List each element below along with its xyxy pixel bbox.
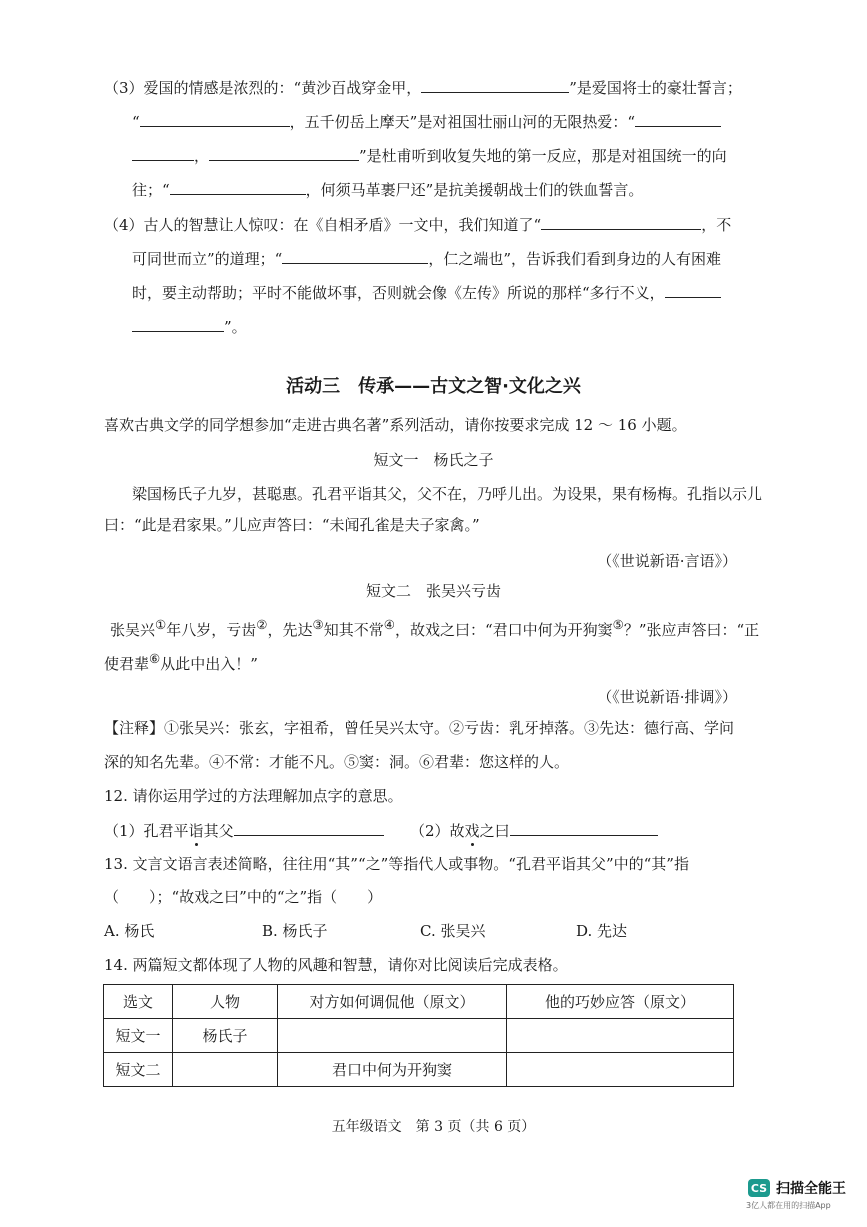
table-cell-answer[interactable]: [507, 1053, 734, 1087]
footnote-2: ②: [256, 617, 268, 632]
footnote-3: ③: [312, 617, 324, 632]
q13-option-b[interactable]: B. 杨氏子: [262, 922, 328, 940]
q4-line1: （4）古人的智慧让人惊叹：在《自相矛盾》一文中，我们知道了“ ，不: [104, 213, 731, 236]
table-cell-answer[interactable]: [507, 1019, 734, 1053]
camscanner-logo-icon: CS: [748, 1179, 770, 1197]
text2-line1: 张吴兴①年八岁，亏齿②，先达③知其不常④，故戏之曰：“君口中何为开狗窦⑤？”张应声答曰：“正: [110, 617, 760, 639]
table-row: [104, 1019, 734, 1053]
emphasis-dot-char: 诣: [188, 822, 204, 840]
table-header: 对方如何调侃他（原文）: [278, 985, 507, 1019]
text1-title: 短文一 杨氏之子: [373, 451, 494, 469]
watermark-name: 扫描全能王: [776, 1181, 846, 1197]
footnote-6: ⑥: [149, 651, 161, 666]
q14-stem: 14. 两篇短文都体现了人物的风趣和智慧，请你对比阅读后完成表格。: [104, 956, 568, 974]
text2-title: 短文二 张吴兴亏齿: [365, 582, 501, 600]
table-row: [104, 1053, 734, 1087]
q3-blank-5[interactable]: [209, 144, 359, 161]
notes-line1: 【注释】①张吴兴：张玄，字祖希，曾任吴兴太守。②亏齿：乳牙掉落。③先达：德行高、学问: [104, 719, 735, 737]
table-cell: 杨氏子: [173, 1019, 278, 1053]
text2-line2: 使君辈⑥从此中出入！”: [104, 651, 258, 673]
q4-blank-4[interactable]: [132, 315, 224, 332]
q12-blank-2[interactable]: [510, 819, 658, 836]
q3-blank-4[interactable]: [132, 144, 194, 161]
page-footer: 五年级语文 第 3 页（共 6 页）: [331, 1119, 536, 1135]
q13-option-d[interactable]: D. 先达: [576, 922, 628, 940]
footnote-5: ⑤: [612, 617, 624, 632]
text1-line1: 梁国杨氏子九岁，甚聪惠。孔君平诣其父，父不在，乃呼儿出。为设果，果有杨梅。孔指以示儿: [132, 485, 763, 503]
q13-option-a[interactable]: A. 杨氏: [104, 922, 155, 940]
q13-option-c[interactable]: C. 张吴兴: [420, 922, 486, 940]
text1-line2: 曰：“此是君家果。”儿应声答曰：“未闻孔雀是夫子家禽。”: [104, 516, 480, 534]
q12-blank-1[interactable]: [234, 819, 384, 836]
q3-line3: ， ”是杜甫听到收复失地的第一反应，那是对祖国统一的向: [132, 144, 727, 167]
q3-line4: 往；“ ，何须马革裹尸还”是抗美援朝战士们的铁血誓言。: [132, 178, 643, 201]
q4-line3: 时，要主动帮助；平时不能做坏事，否则就会像《左传》所说的那样“多行不义，: [132, 281, 721, 304]
scanner-watermark: [748, 1178, 846, 1198]
footnote-4: ④: [383, 617, 395, 632]
text2-source: （《世说新语·排调》）: [597, 688, 737, 706]
q3-blank-3[interactable]: [635, 110, 721, 127]
notes-line2: 深的知名先辈。④不常：才能不凡。⑤窦：洞。⑥君辈：您这样的人。: [104, 753, 570, 771]
section-title: 活动三 传承——古文之智·文化之兴: [286, 376, 581, 397]
table-header-row: [104, 985, 734, 1019]
table-cell: 短文一: [104, 1019, 173, 1053]
q3-line2: “ ，五千仞岳上摩天”是对祖国壮丽山河的无限热爱：“: [132, 110, 721, 133]
q4-blank-2[interactable]: [282, 247, 428, 264]
comparison-table: [103, 984, 734, 1087]
table-cell: 短文二: [104, 1053, 173, 1087]
table-cell-answer[interactable]: [278, 1019, 507, 1053]
table-cell: 君口中何为开狗窦: [278, 1053, 507, 1087]
emphasis-dot-char: 戏: [464, 822, 480, 840]
q3-blank-6[interactable]: [170, 178, 306, 195]
q4-blank-3[interactable]: [665, 281, 721, 298]
table-header: 选文: [104, 985, 173, 1019]
q4-line2: 可同世而立”的道理；“ ，仁之端也”，告诉我们看到身边的人有困难: [132, 247, 721, 270]
q12-stem: 12. 请你运用学过的方法理解加点字的意思。: [104, 787, 403, 805]
q13-line1: 13. 文言文语言表述简略，往往用“其”“之”等指代人或事物。“孔君平诣其父”中的“其”指: [104, 855, 689, 873]
section-intro: 喜欢古典文学的同学想参加“走进古典名著”系列活动，请你按要求完成 12 ～ 16 小题。: [104, 416, 687, 434]
q12-item1: （1）孔君平诣其父: [104, 819, 384, 842]
q4-line4: ”。: [132, 315, 247, 338]
q13-line2: （ ）；“故戏之曰”中的“之”指（ ）: [104, 888, 383, 906]
footnote-1: ①: [155, 617, 167, 632]
q12-item2: （2）故戏之曰: [410, 819, 658, 842]
q3-blank-2[interactable]: [140, 110, 290, 127]
table-cell-answer[interactable]: [173, 1053, 278, 1087]
q4-blank-1[interactable]: [541, 213, 701, 230]
table-header: 人物: [173, 985, 278, 1019]
q3-line1: （3）爱国的情感是浓烈的：“黄沙百战穿金甲， ”是爱国将士的豪壮誓言；: [104, 76, 742, 99]
q3-blank-1[interactable]: [421, 76, 569, 93]
watermark-subtitle: 3亿人都在用的扫描App: [746, 1201, 831, 1210]
table-header: 他的巧妙应答（原文）: [507, 985, 734, 1019]
text1-source: （《世说新语·言语》）: [597, 552, 737, 570]
